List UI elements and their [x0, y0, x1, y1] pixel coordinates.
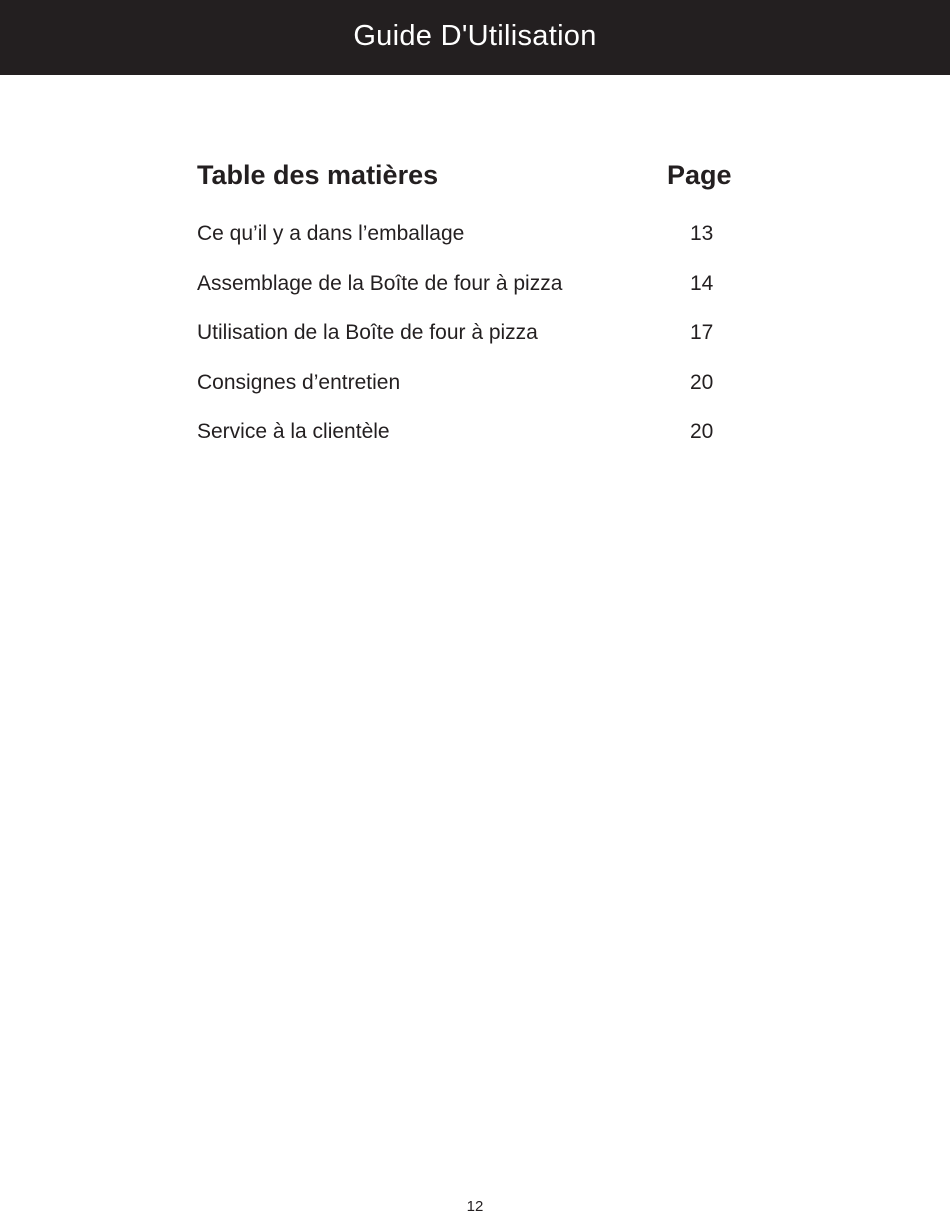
header-bar — [0, 0, 950, 75]
toc-entry-page: 13 — [690, 222, 714, 245]
toc-entry-page: 20 — [690, 420, 714, 444]
toc-entry — [197, 420, 757, 470]
table-of-contents — [197, 160, 757, 444]
toc-page-heading: Page — [667, 160, 732, 190]
toc-entry-page: 17 — [690, 321, 714, 345]
toc-entry-label: Service à la clientèle — [197, 420, 390, 444]
page-number: 12 — [466, 1198, 484, 1215]
toc-entry — [197, 272, 757, 322]
toc-entry — [197, 371, 757, 421]
toc-entry-page: 20 — [690, 370, 714, 394]
toc-entry-label: Utilisation de la Boîte de four à pizza — [197, 321, 538, 345]
toc-entry-page: 14 — [690, 271, 714, 295]
toc-heading: Table des matières — [197, 160, 439, 190]
page-title: Guide D'Utilisation — [353, 20, 597, 52]
toc-entry — [197, 321, 757, 371]
toc-list — [197, 222, 757, 470]
toc-entry-label: Assemblage de la Boîte de four à pizza — [197, 271, 563, 295]
toc-entry — [197, 222, 757, 272]
toc-entry-label: Consignes d’entretien — [197, 370, 401, 394]
toc-entry-label: Ce qu’il y a dans l’emballage — [197, 222, 465, 245]
toc-header-row — [197, 160, 757, 200]
